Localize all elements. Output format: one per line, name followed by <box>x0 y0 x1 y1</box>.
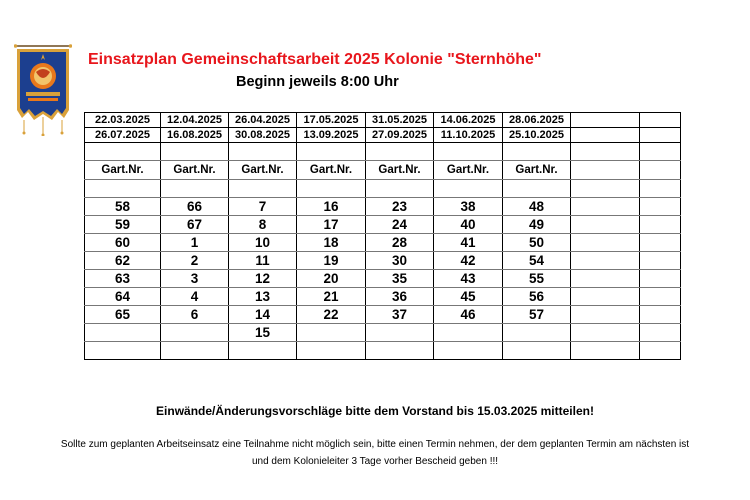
table-row-dates <box>85 113 681 128</box>
garden-number-cell <box>366 324 434 342</box>
empty-cell <box>640 288 681 306</box>
column-header-cell: Gart.Nr. <box>434 161 503 180</box>
date-cell: 30.08.2025 <box>229 128 297 143</box>
absence-note <box>30 436 720 470</box>
table-row-garden-numbers <box>85 252 681 270</box>
garden-number-cell: 63 <box>85 270 161 288</box>
empty-cell <box>640 113 681 128</box>
garden-number-cell: 59 <box>85 216 161 234</box>
empty-cell <box>571 180 640 198</box>
empty-cell <box>571 324 640 342</box>
empty-cell <box>366 143 434 161</box>
empty-cell <box>503 180 571 198</box>
garden-number-cell: 6 <box>161 306 229 324</box>
date-cell: 17.05.2025 <box>297 113 366 128</box>
empty-cell <box>640 270 681 288</box>
date-cell: 26.07.2025 <box>85 128 161 143</box>
table-row-garden-numbers <box>85 306 681 324</box>
garden-number-cell: 49 <box>503 216 571 234</box>
garden-number-cell: 12 <box>229 270 297 288</box>
garden-number-cell: 28 <box>366 234 434 252</box>
page-subtitle: Beginn jeweils 8:00 Uhr <box>236 74 399 90</box>
garden-number-cell: 3 <box>161 270 229 288</box>
club-banner-logo <box>14 40 72 136</box>
date-cell: 26.04.2025 <box>229 113 297 128</box>
empty-cell <box>640 143 681 161</box>
table-row-garden-numbers <box>85 324 681 342</box>
garden-number-cell: 36 <box>366 288 434 306</box>
column-header-cell: Gart.Nr. <box>297 161 366 180</box>
column-header-cell: Gart.Nr. <box>229 161 297 180</box>
empty-cell <box>434 342 503 360</box>
empty-cell <box>161 180 229 198</box>
table-row-garden-numbers <box>85 288 681 306</box>
garden-number-cell <box>85 324 161 342</box>
garden-number-cell: 54 <box>503 252 571 270</box>
garden-number-cell: 66 <box>161 198 229 216</box>
empty-cell <box>571 198 640 216</box>
empty-cell <box>571 234 640 252</box>
empty-cell <box>640 198 681 216</box>
empty-cell <box>640 128 681 143</box>
garden-number-cell: 30 <box>366 252 434 270</box>
date-cell: 28.06.2025 <box>503 113 571 128</box>
garden-number-cell: 55 <box>503 270 571 288</box>
column-header-cell: Gart.Nr. <box>161 161 229 180</box>
garden-number-cell: 37 <box>366 306 434 324</box>
table-row-empty <box>85 342 681 360</box>
empty-cell <box>571 113 640 128</box>
garden-number-cell: 43 <box>434 270 503 288</box>
empty-cell <box>297 180 366 198</box>
work-schedule-table <box>84 112 681 360</box>
empty-cell <box>297 143 366 161</box>
garden-number-cell: 64 <box>85 288 161 306</box>
garden-number-cell: 7 <box>229 198 297 216</box>
empty-cell <box>640 161 681 180</box>
column-header-cell: Gart.Nr. <box>85 161 161 180</box>
empty-cell <box>434 180 503 198</box>
date-cell: 27.09.2025 <box>366 128 434 143</box>
column-header-cell: Gart.Nr. <box>503 161 571 180</box>
garden-number-cell: 41 <box>434 234 503 252</box>
date-cell: 11.10.2025 <box>434 128 503 143</box>
garden-number-cell: 42 <box>434 252 503 270</box>
date-cell: 13.09.2025 <box>297 128 366 143</box>
garden-number-cell <box>297 324 366 342</box>
garden-number-cell: 20 <box>297 270 366 288</box>
table-row-garden-numbers <box>85 234 681 252</box>
garden-number-cell: 14 <box>229 306 297 324</box>
garden-number-cell: 1 <box>161 234 229 252</box>
table-row-garden-numbers <box>85 216 681 234</box>
garden-number-cell <box>434 324 503 342</box>
empty-cell <box>571 252 640 270</box>
garden-number-cell <box>161 324 229 342</box>
empty-cell <box>571 128 640 143</box>
garden-number-cell: 16 <box>297 198 366 216</box>
empty-cell <box>85 143 161 161</box>
garden-number-cell: 21 <box>297 288 366 306</box>
empty-cell <box>571 306 640 324</box>
empty-cell <box>571 143 640 161</box>
date-cell: 31.05.2025 <box>366 113 434 128</box>
garden-number-cell: 11 <box>229 252 297 270</box>
table-row-garden-numbers <box>85 270 681 288</box>
garden-number-cell: 17 <box>297 216 366 234</box>
empty-cell <box>366 342 434 360</box>
empty-cell <box>85 342 161 360</box>
garden-number-cell: 18 <box>297 234 366 252</box>
date-cell: 14.06.2025 <box>434 113 503 128</box>
empty-cell <box>229 180 297 198</box>
garden-number-cell: 57 <box>503 306 571 324</box>
empty-cell <box>503 143 571 161</box>
garden-number-cell: 40 <box>434 216 503 234</box>
empty-cell <box>640 252 681 270</box>
table-row-garden-numbers <box>85 198 681 216</box>
date-cell: 22.03.2025 <box>85 113 161 128</box>
empty-cell <box>571 216 640 234</box>
garden-number-cell: 15 <box>229 324 297 342</box>
empty-cell <box>571 342 640 360</box>
table-row-header <box>85 161 681 180</box>
empty-cell <box>640 306 681 324</box>
objection-notice: Einwände/Änderungsvorschläge bitte dem Vorstand bis 15.03.2025 mitteilen! <box>156 404 594 418</box>
date-cell: 12.04.2025 <box>161 113 229 128</box>
garden-number-cell: 10 <box>229 234 297 252</box>
garden-number-cell: 56 <box>503 288 571 306</box>
garden-number-cell: 22 <box>297 306 366 324</box>
empty-cell <box>366 180 434 198</box>
garden-number-cell: 50 <box>503 234 571 252</box>
empty-cell <box>571 270 640 288</box>
garden-number-cell <box>503 324 571 342</box>
empty-cell <box>640 342 681 360</box>
garden-number-cell: 62 <box>85 252 161 270</box>
table-row-empty <box>85 143 681 161</box>
empty-cell <box>571 288 640 306</box>
garden-number-cell: 35 <box>366 270 434 288</box>
garden-number-cell: 23 <box>366 198 434 216</box>
garden-number-cell: 60 <box>85 234 161 252</box>
empty-cell <box>161 143 229 161</box>
date-cell: 25.10.2025 <box>503 128 571 143</box>
garden-number-cell: 24 <box>366 216 434 234</box>
garden-number-cell: 2 <box>161 252 229 270</box>
empty-cell <box>571 161 640 180</box>
page-title: Einsatzplan Gemeinschaftsarbeit 2025 Kolonie "Sternhöhe" <box>88 51 542 68</box>
empty-cell <box>640 216 681 234</box>
empty-cell <box>229 143 297 161</box>
empty-cell <box>85 180 161 198</box>
garden-number-cell: 65 <box>85 306 161 324</box>
garden-number-cell: 4 <box>161 288 229 306</box>
empty-cell <box>640 324 681 342</box>
column-header-cell: Gart.Nr. <box>366 161 434 180</box>
empty-cell <box>434 143 503 161</box>
garden-number-cell: 58 <box>85 198 161 216</box>
garden-number-cell: 48 <box>503 198 571 216</box>
table-row-dates <box>85 128 681 143</box>
garden-number-cell: 45 <box>434 288 503 306</box>
garden-number-cell: 38 <box>434 198 503 216</box>
empty-cell <box>503 342 571 360</box>
empty-cell <box>161 342 229 360</box>
absence-note-line: Sollte zum geplanten Arbeitseinsatz eine Teilnahme nicht möglich sein, bitte einen Termin nehmen, der dem geplanten Termin am nächsten ist <box>60 439 690 450</box>
empty-cell <box>229 342 297 360</box>
garden-number-cell: 13 <box>229 288 297 306</box>
garden-number-cell: 67 <box>161 216 229 234</box>
empty-cell <box>640 234 681 252</box>
empty-cell <box>640 180 681 198</box>
garden-number-cell: 19 <box>297 252 366 270</box>
empty-cell <box>297 342 366 360</box>
garden-number-cell: 46 <box>434 306 503 324</box>
absence-note-line: und dem Kolonieleiter 3 Tage vorher Bescheid geben !!! <box>251 456 499 467</box>
garden-number-cell: 8 <box>229 216 297 234</box>
date-cell: 16.08.2025 <box>161 128 229 143</box>
table-row-empty <box>85 180 681 198</box>
